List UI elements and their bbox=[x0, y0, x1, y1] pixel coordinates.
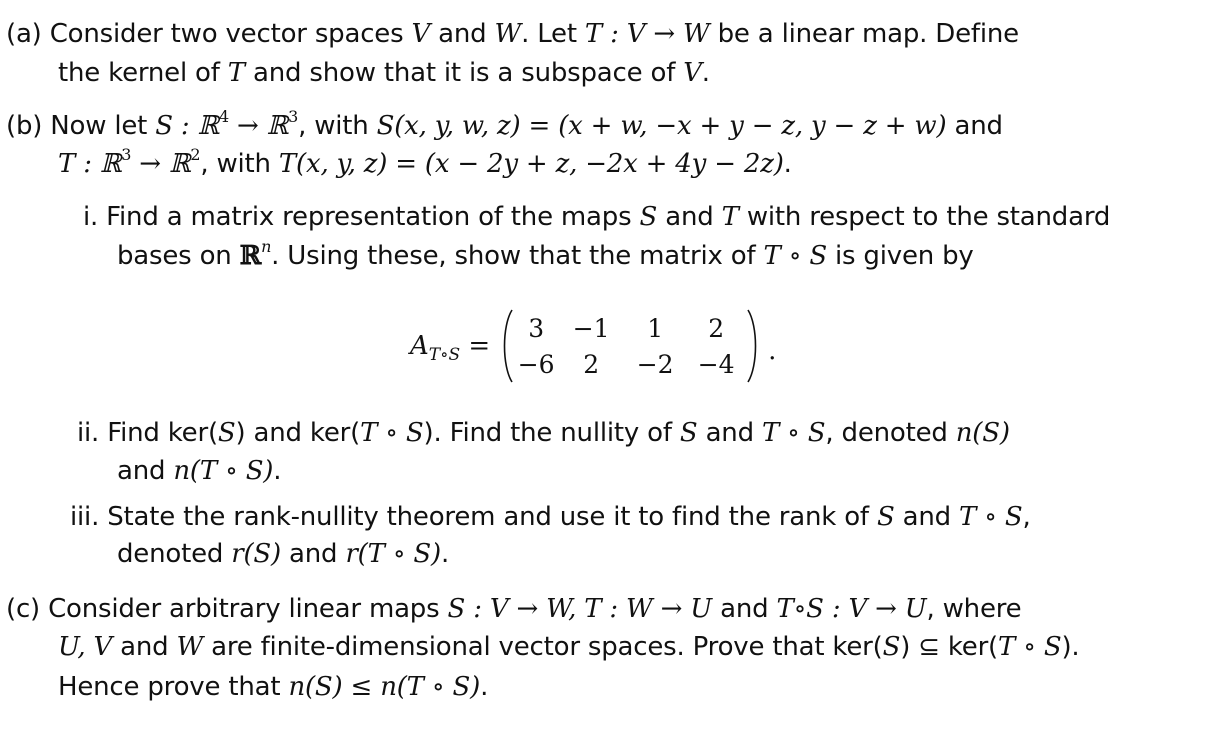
part-b-label: (b) bbox=[6, 111, 43, 141]
matrix-body bbox=[514, 310, 746, 382]
part-b-iii-line-2: denoted r(S) and r(T ∘ S). bbox=[117, 539, 450, 569]
matrix-period: . bbox=[768, 336, 777, 366]
part-a-line-1: (a) Consider two vector spaces V and W. Let T : V → W be a linear map. Define bbox=[6, 19, 1019, 49]
matrix-cell: −4 bbox=[697, 349, 735, 379]
part-b-i-line-2: bases on ℝ$^n$. Using these, show that the matrix of T ∘ S is given by bbox=[117, 237, 974, 271]
part-a-label: (a) bbox=[6, 19, 42, 49]
part-b-line-2: T : ℝ$^3$ → ℝ$^2$, with T(x, y, z) = (x − 2y + z, −2x + 4y − 2z). bbox=[58, 145, 792, 179]
matrix-cell: −1 bbox=[572, 313, 610, 343]
matrix-cell: −6 bbox=[517, 349, 555, 379]
matrix-cell: −2 bbox=[636, 349, 674, 379]
part-c-line-3: Hence prove that n(S) ≤ n(T ∘ S). bbox=[58, 672, 489, 702]
matrix-lhs: $A_{T\circ S}$ = bbox=[410, 331, 491, 366]
part-b-ii-label: ii. bbox=[77, 418, 100, 448]
part-b-iii-line-1: iii. State the rank-nullity theorem and use it to find the rank of S and T ∘ S, bbox=[70, 502, 1031, 532]
part-c-line-1: (c) Consider arbitrary linear maps S : V → W, T : W → U and T∘S : V → U, where bbox=[6, 594, 1022, 624]
part-b-ii-line-2: and n(T ∘ S). bbox=[117, 456, 282, 486]
part-c-label: (c) bbox=[6, 594, 40, 624]
part-b-iii-label: iii. bbox=[70, 502, 100, 532]
matrix-cell: 1 bbox=[647, 313, 664, 343]
part-a-line-2: the kernel of T and show that it is a subspace of V. bbox=[58, 58, 710, 88]
part-b-i-line-1: i. Find a matrix representation of the maps S and T with respect to the standard bbox=[83, 202, 1111, 232]
part-b-i-label: i. bbox=[83, 202, 99, 232]
part-c-line-2: U, V and W are finite-dimensional vector spaces. Prove that ker(S) ⊆ ker(T ∘ S). bbox=[58, 632, 1080, 662]
matrix-cell: 2 bbox=[583, 349, 600, 379]
part-b-line-1: (b) Now let S : ℝ$^4$ → ℝ$^3$, with S(x, y, w, z) = (x + w, −x + y − z, y − z + w) and bbox=[6, 107, 1003, 141]
right-paren-icon bbox=[746, 308, 760, 384]
left-paren-icon bbox=[500, 308, 514, 384]
part-b-ii-line-1: ii. Find ker(S) and ker(T ∘ S). Find the nullity of S and T ∘ S, denoted n(S) bbox=[77, 418, 1010, 448]
matrix-cell: 2 bbox=[708, 313, 725, 343]
matrix-equation bbox=[410, 306, 776, 386]
matrix-cell: 3 bbox=[528, 313, 545, 343]
